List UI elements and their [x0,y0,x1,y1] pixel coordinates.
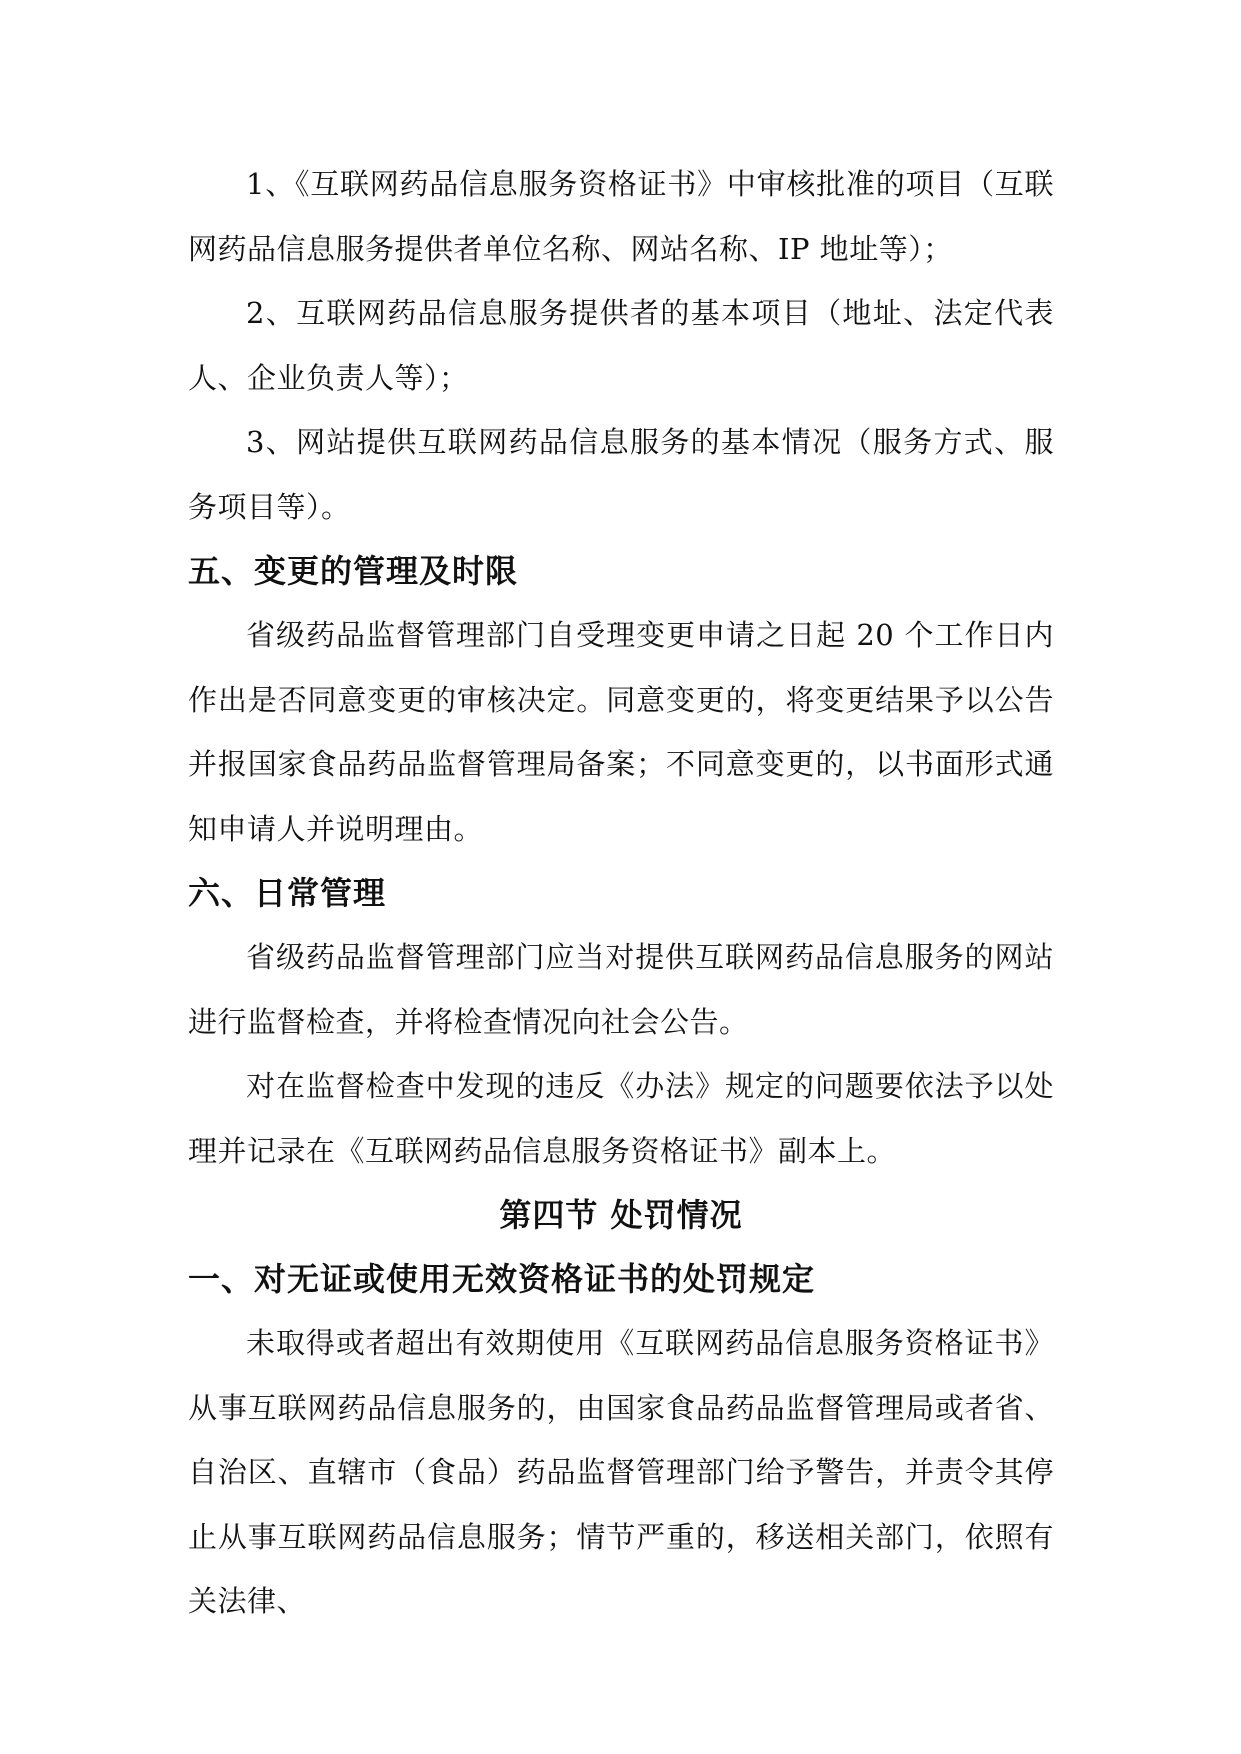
list-item-service-situation: 3、网站提供互联网药品信息服务的基本情况（服务方式、服务项目等）。 [188,425,1054,524]
document-body [188,152,1054,1634]
section-title-penalties: 第四节 处罚情况 [499,1196,743,1234]
paragraph-change-review: 省级药品监督管理部门自受理变更申请之日起 20 个工作日内作出是否同意变更的审核决定。同意变更的，将变更结果予以公告并报国家食品药品监督管理局备案；不同意变更的，以书面形式通知申请人并说明理由。 [188,618,1054,846]
heading-unlicensed-penalty: 一、对无证或使用无效资格证书的处罚规定 [188,1260,816,1298]
list-item-basic-items: 2、互联网药品信息服务提供者的基本项目（地址、法定代表人、企业负责人等）； [188,296,1054,395]
list-item-approved-items: 1、《互联网药品信息服务资格证书》中审核批准的项目（互联网药品信息服务提供者单位名称、网站名称、IP 地址等）； [188,167,1054,266]
paragraph-supervision: 省级药品监督管理部门应当对提供互联网药品信息服务的网站进行监督检查，并将检查情况向社会公告。 [188,940,1054,1039]
heading-daily-management: 六、日常管理 [188,874,387,912]
heading-change-management: 五、变更的管理及时限 [188,552,519,590]
paragraph-unlicensed-penalty: 未取得或者超出有效期使用《互联网药品信息服务资格证书》从事互联网药品信息服务的，由国家食品药品监督管理局或者省、自治区、直辖市（食品）药品监督管理部门给予警告，并责令其停止从事互联网药品信息服务；情节严重的，移送相关部门，依照有关法律、 [188,1326,1054,1618]
paragraph-violation-handling: 对在监督检查中发现的违反《办法》规定的问题要依法予以处理并记录在《互联网药品信息服务资格证书》副本上。 [188,1069,1054,1168]
